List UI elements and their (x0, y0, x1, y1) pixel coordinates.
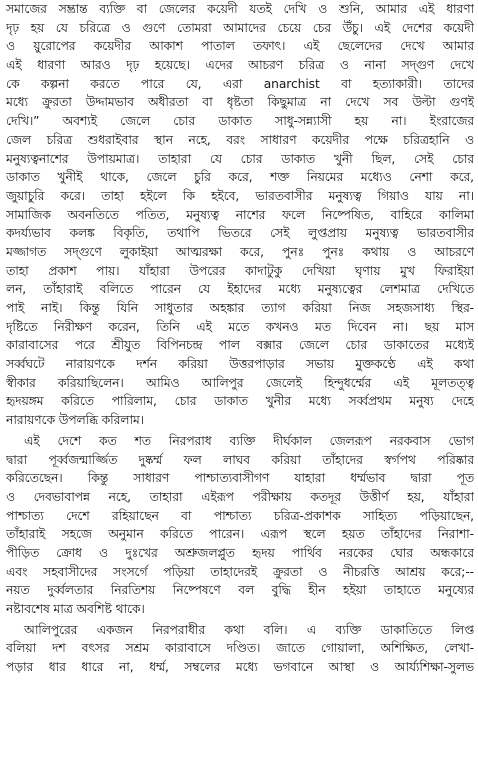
text-line: দৃঢ় হয় যে চরিত্রে ও গুণে তোমরা আমাদের চেয়ে চের উঁচু। এই দেশের কয়েদী (6, 20, 474, 35)
text-line: কদর্য্যভাব কলঙ্ক বিকৃতি, তথাপি ভিতরে সেই লুপ্তপ্রায় মনুষ্যত্ব ভারতবাসীর (6, 226, 474, 241)
paragraph-start-line: আলিপুরের একজন নিরপরাধীর কথা বলি। এ ব্যক্তি ডাকাতিতে লিপ্ত (24, 622, 474, 637)
paragraph-start-line: এই দেশে কত শত নিরপরাধ ব্যক্তি দীর্ঘকাল জেলরূপ নরকবাস ভোগ (24, 433, 474, 448)
text-line: মনুষ্যত্বনাশের উপায়মাত্র। তাহারা যে চোর ডাকাত খুনী ছিল, সেই চোর (6, 151, 474, 166)
text-line: জুয়াচুরি করে। তাহা হইলে কি হইবে, ভারতবাসীর মনুষ্যত্ব গিয়াও যায় না। (6, 188, 474, 203)
text-line: জেল চরিত্র শুধরাইবার স্থান নহে, বরং সাধারণ কয়েদীর পক্ষে চরিত্রহানি ও (6, 132, 474, 147)
text-line: ও দেবভাবাপন্ন নহে, তাহারা এইরূপ পরীক্ষায় কতদূর উত্তীর্ণ হয়, যাঁহারা (6, 489, 474, 504)
text-line: দ্বারা পূর্ব্বজন্মার্জ্জিত দুষ্কর্ম্ম ফল লাঘব করিয়া তাঁহাদের স্বর্গপথ পরিষ্কার (6, 452, 474, 467)
text-line: এই ধারণা আরও দৃঢ় হয়েছে। এদের আচরণ চরিত্র ও নানা সদ্গুণ দেখে (6, 58, 474, 73)
text-line: এবং সহবাসীদের সংসর্গে পড়িয়া তাহাদেরই ক্রুরতা ও নীচরত্তি আশ্রয় করে;-- (6, 564, 474, 579)
text-line: দেখি।” অবশ্যই জেলে চোর ডাকাত সাধু-সন্ন্যাসী হয় না। ইংরাজের (6, 114, 474, 129)
paragraph-end-line: নষ্টাবশেষ মাত্র অবশিষ্ট থাকে। (6, 602, 145, 616)
text-line: তাঁহারাই সহজে অনুমান করিতে পারেন। এরূপ স্থলে হয়ত তাঁহাদের নিরাশা- (6, 527, 474, 542)
text-line: পাই নাই। কিন্তু যিনি সাধুতার অহঙ্কার ত্যাগ করিয়া নিজ সহজসাধ্য স্থির- (6, 301, 474, 315)
text-line: পাশ্চাত্য দেশে রহিয়াছেন বা পাশ্চাত্য চরিত্র-প্রকাশক সাহিত্য পড়িয়াছেন, (6, 508, 474, 523)
text-line: সর্ব্বঘটে নারায়ণকে দর্শন করিয়া উত্তরপাড়ার সভায় মুক্তকণ্ঠে এই কথা (6, 357, 474, 372)
text-line: বলিয়া দশ বৎসর সশ্রম কারাবাসে দণ্ডিত। জাতে গোয়ালা, অশিক্ষিত, লেখা- (6, 641, 474, 656)
text-line: সমাজের সম্ভ্রান্ত ব্যক্তি বা জেলের কয়েদী যতই দেখি ও শুনি, আমার এই ধারণা (6, 2, 474, 16)
text-line: মজ্জাগত সদ্গুণে লুকাইয়া আত্মরক্ষা করে, পুনঃ পুনঃ কথায় ও আচরণে (6, 244, 474, 259)
paragraph-end-line: নারায়ণকে উপলব্ধি করিলাম। (6, 413, 144, 428)
text-line: হৃদয়ঙ্গম করিতে পারিলাম, চোর ডাকাত খুনীর মধ্যে সর্ব্বপ্রথম মনুষ্য দেহে (6, 394, 474, 409)
text-line: লন, তাঁহারাই বলিতে পারেন যে ইহাদের মধ্যে মনুষ্যত্বের লেশমাত্র দেখিতে (6, 282, 474, 297)
text-line: পীড়িত ক্রোধ ও দুঃখের অশ্রুজলপ্লুত হৃদয় পার্থিব নরকের ঘোর অন্ধকারে (6, 545, 474, 560)
text-line: তাহা প্রকাশ পায়। যাঁহারা উপরের কাদাটুকু দেখিয়া ঘৃণায় মুখ ফিরাইয়া (6, 263, 474, 278)
text-line: ও য়ুরোপের কয়েদীর আকাশ পাতাল তফাৎ। এই ছেলেদের দেখে আমার (6, 39, 474, 54)
text-line: মধ্যে ক্রুরতা উদ্দামভাব অধীরতা বা ধৃষ্টতা কিছুমাত্র না দেখে সব উল্টা গুণই (6, 95, 474, 110)
text-line: নয়ত দুর্ব্বলতার নিরতিশয় নিষ্পেষণে বল বুদ্ধি হীন হইয়া তাহাতে মনুষ্যের (6, 583, 474, 598)
text-line: পড়ার ধার ধারে না, ধর্ম্ম, সম্বলের মধ্যে ভগবানে আস্থা ও আর্য্যশিক্ষা-সুলভ (6, 660, 474, 675)
text-line: স্বীকার করিয়াছিলেন। আমিও আলিপুর জেলেই হিন্দুধর্ম্মের এই মূলতত্ত্ব (6, 375, 474, 390)
body-text (6, 0, 474, 677)
text-line: সামাজিক অবনতিতে পতিত, মনুষ্যত্ব নাশের ফলে নিষ্পেষিত, বাহিরে কালিমা (6, 207, 474, 222)
text-line: কারাবাসের পরে শ্রীযুত বিপিনচন্দ্র পাল বক্সার জেলে চোর ডাকাতের মধ্যেই (6, 338, 474, 353)
text-line: কে কল্পনা করতে পারে যে, এরা anarchist বা হত্যাকারী। তাদের (6, 76, 474, 91)
text-line: করিতেছেন। কিন্তু সাধারণ পাশ্চাত্যবাসীগণ যাহারা ধর্ম্মভাব দ্বারা পূত (6, 471, 474, 486)
text-line: দৃষ্টিতে নিরীক্ষণ করেন, তিনি এই মতে কখনও মত দিবেন না। ছয় মাস (6, 319, 474, 334)
text-line: ডাকাত খুনীই থাকে, জেলে চুরি করে, শক্ত নিয়মের মধ্যেও নেশা করে, (6, 170, 474, 185)
